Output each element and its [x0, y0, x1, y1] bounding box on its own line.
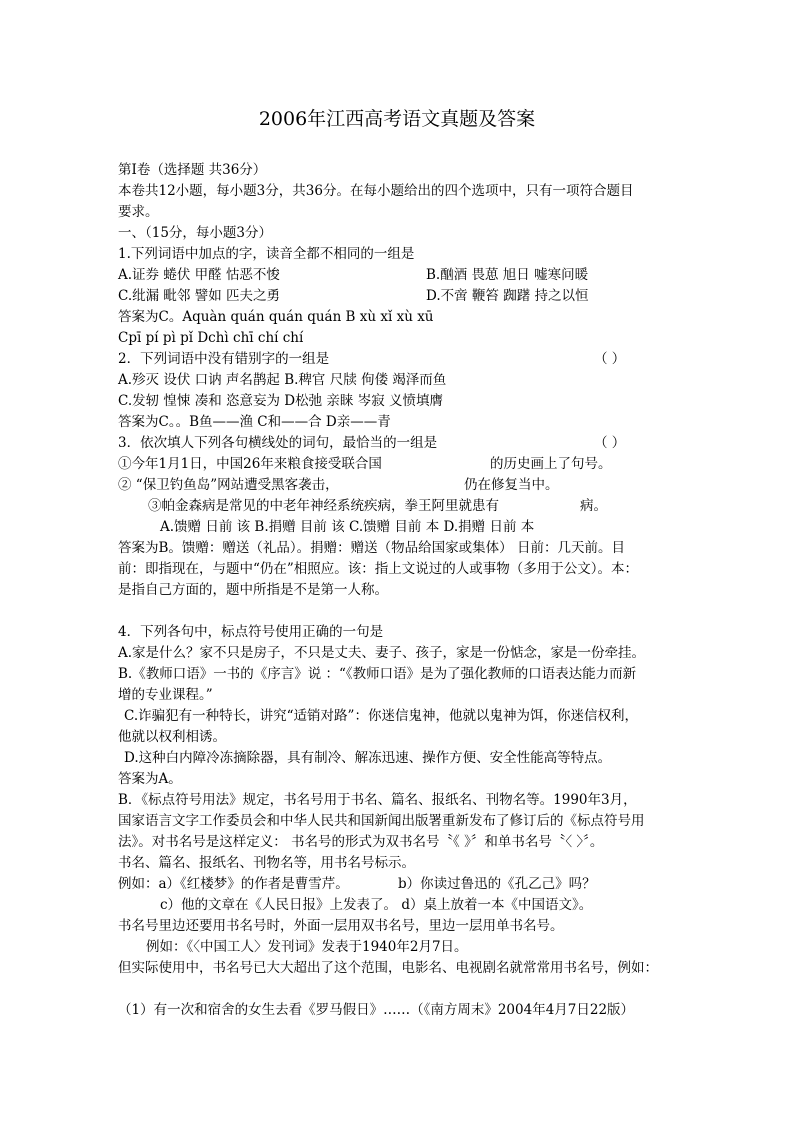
text-segment: 答案为C。Aquàn quán quán quán B xù xǐ xù xū	[118, 309, 434, 325]
text-line	[118, 580, 684, 601]
text-line	[118, 958, 684, 979]
text-line	[118, 832, 684, 853]
text-segment: 的历史画上了句号。	[490, 456, 612, 472]
text-line	[118, 475, 684, 496]
document-body	[118, 160, 684, 1021]
text-segment: B．《标点符号用法》规定，书名号用于书名、篇名、报纸名、刊物名等。1990年3月，	[118, 792, 637, 808]
text-line	[118, 790, 684, 811]
text-segment: 是指自己方面的，题中所指是不是第一人称。	[118, 582, 388, 598]
text-segment: 增的专业课程。”	[118, 687, 213, 703]
text-segment: 一、（15分，每小题3分）	[118, 225, 273, 241]
text-line	[118, 391, 684, 412]
text-line	[118, 370, 684, 391]
text-segment: 书名号里边还要用书名号时，外面一层用双书名号，里边一层用单书名号。	[118, 918, 564, 934]
text-line	[118, 517, 684, 538]
text-segment: 前：即指现在，与题中“仍在”相照应。该：指上文说过的人或事物（多用于公文）。本：	[118, 561, 639, 577]
text-segment: 第Ⅰ卷（选择题 共36分）	[118, 162, 267, 178]
text-segment: 答案为A。	[118, 771, 182, 787]
text-line	[118, 874, 684, 895]
text-segment: 例如：《〈中国工人〉发刊词》发表于1940年2月7日。	[146, 939, 468, 955]
text-segment: A.家是什么？家不只是房子，不只是丈夫、妻子、孩子，家是一份惦念，家是一份牵挂。	[118, 645, 646, 661]
text-segment: A.馈赠 日前 该 B.捐赠 目前 该 C.馈赠 目前 本 D.捐赠 日前 本	[160, 519, 535, 535]
blank-line	[118, 979, 684, 1000]
text-line	[118, 685, 684, 706]
text-line	[118, 496, 684, 517]
text-line	[118, 664, 684, 685]
text-segment: ①今年1月1日，中国26年来粮食接受联合国	[118, 456, 382, 472]
text-line	[118, 328, 684, 349]
text-segment: 4．下列各句中，标点符号使用正确的一句是	[118, 624, 384, 640]
text-segment: ③帕金森病是常见的中老年神经系统疾病，拳王阿里就患有	[148, 498, 499, 514]
text-line	[118, 853, 684, 874]
text-line	[118, 307, 684, 328]
text-line	[118, 769, 684, 790]
text-segment: 3．依次填人下列各句横线处的词句，最恰当的一组是	[118, 435, 438, 451]
text-segment: A.证券 蜷伏 甲醛 怙恶不悛	[118, 267, 280, 283]
text-line	[118, 244, 684, 265]
text-segment: B.《教师口语》一书的《序言》说 ：“《教师口语》是为了强化教师的口语表达能力而新	[118, 666, 637, 682]
text-segment: Cpī pí pì pǐ Dchì chī chí chí	[118, 330, 304, 346]
text-segment: （ ）	[594, 351, 626, 367]
text-line	[118, 433, 684, 454]
text-line	[118, 727, 684, 748]
document-title: 2006年江西高考语文真题及答案	[258, 108, 536, 130]
text-segment: C.纰漏 毗邻 譬如 匹夫之勇	[118, 288, 281, 304]
text-line	[118, 265, 684, 286]
text-segment: c）他的文章在《人民日报》上发表了。 d）桌上放着一本《中国语文》。	[160, 897, 593, 913]
text-segment: C.诈骗犯有一种特长，讲究“适销对路”：你迷信鬼神，他就以鬼神为饵，你迷信权利，	[124, 708, 638, 724]
text-segment: b）你读过鲁迅的《孔乙己》吗？	[398, 876, 596, 892]
text-segment: 答案为B。馈赠：赠送（礼品）。捐赠：赠送（物品给国家或集体） 日前：几天前。目	[118, 540, 625, 556]
blank-line	[118, 601, 684, 622]
text-line	[118, 1000, 684, 1021]
text-line	[118, 223, 684, 244]
text-segment: 本卷共12小题，每小题3分，共36分。在每小题给出的四个选项中，只有一项符合题目	[118, 183, 634, 199]
text-line	[118, 349, 684, 370]
text-segment: 2．下列词语中没有错别字的一组是	[118, 351, 330, 367]
text-segment: 但实际使用中，书名号已大大超出了这个范围，电影名、电视剧名就常常用书名号，例如：	[118, 960, 658, 976]
text-line	[118, 706, 684, 727]
text-line	[118, 454, 684, 475]
text-segment: 书名、篇名、报纸名、刊物名等，用书名号标示。	[118, 855, 415, 871]
text-segment: 法》。对书名号是这样定义： 书名号的形式为双书名号〝《 》〞和单书名号〝〈 〉〞。	[118, 834, 604, 850]
text-line	[118, 559, 684, 580]
text-segment: 病。	[580, 498, 607, 514]
text-line	[118, 643, 684, 664]
text-line	[118, 937, 684, 958]
text-line	[118, 538, 684, 559]
text-line	[118, 202, 684, 223]
text-segment: 答案为C。。B鱼——渔 C和——合 D亲——青	[118, 414, 391, 430]
text-line	[118, 181, 684, 202]
text-segment: 他就以权利相诱。	[118, 729, 226, 745]
text-segment: D.不啻 鞭笞 踟躇 持之以恒	[426, 288, 589, 304]
text-line	[118, 160, 684, 181]
text-line	[118, 895, 684, 916]
text-segment: C.发轫 惶悚 凑和 恣意妄为 D松弛 亲睐 岑寂 义愤填膺	[118, 393, 444, 409]
text-line	[118, 622, 684, 643]
text-segment: 国家语言文字工作委员会和中华人民共和国新闻出版署重新发布了修订后的《标点符号用	[118, 813, 645, 829]
text-segment: B.酗酒 畏葸 旭日 嘘寒问暖	[426, 267, 589, 283]
text-segment: A.殄灭 设伏 口讷 声名鹊起 B.稗官 尺牍 佝偻 竭泽而鱼	[118, 372, 447, 388]
text-segment: 1.下列词语中加点的字，读音全都不相同的一组是	[118, 246, 415, 262]
text-segment: 要求。	[118, 204, 159, 220]
text-segment: D.这种白内障冷冻摘除器，具有制冷、解冻迅速、操作方便、安全性能高等特点。	[124, 750, 612, 766]
text-segment: （1）有一次和宿舍的女生去看《罗马假日》……（《南方周末》2004年4月7日22版）	[118, 1002, 635, 1018]
text-segment: ② “保卫钓鱼岛”网站遭受黑客袭击，	[118, 477, 339, 493]
text-line	[118, 916, 684, 937]
text-segment: 例如：a）《红楼梦》的作者是曹雪芹。	[118, 876, 349, 892]
text-segment: 仍在修复当中。	[464, 477, 559, 493]
text-line	[118, 286, 684, 307]
text-line	[118, 412, 684, 433]
text-line	[118, 748, 684, 769]
text-segment: （ ）	[594, 435, 626, 451]
text-line	[118, 811, 684, 832]
